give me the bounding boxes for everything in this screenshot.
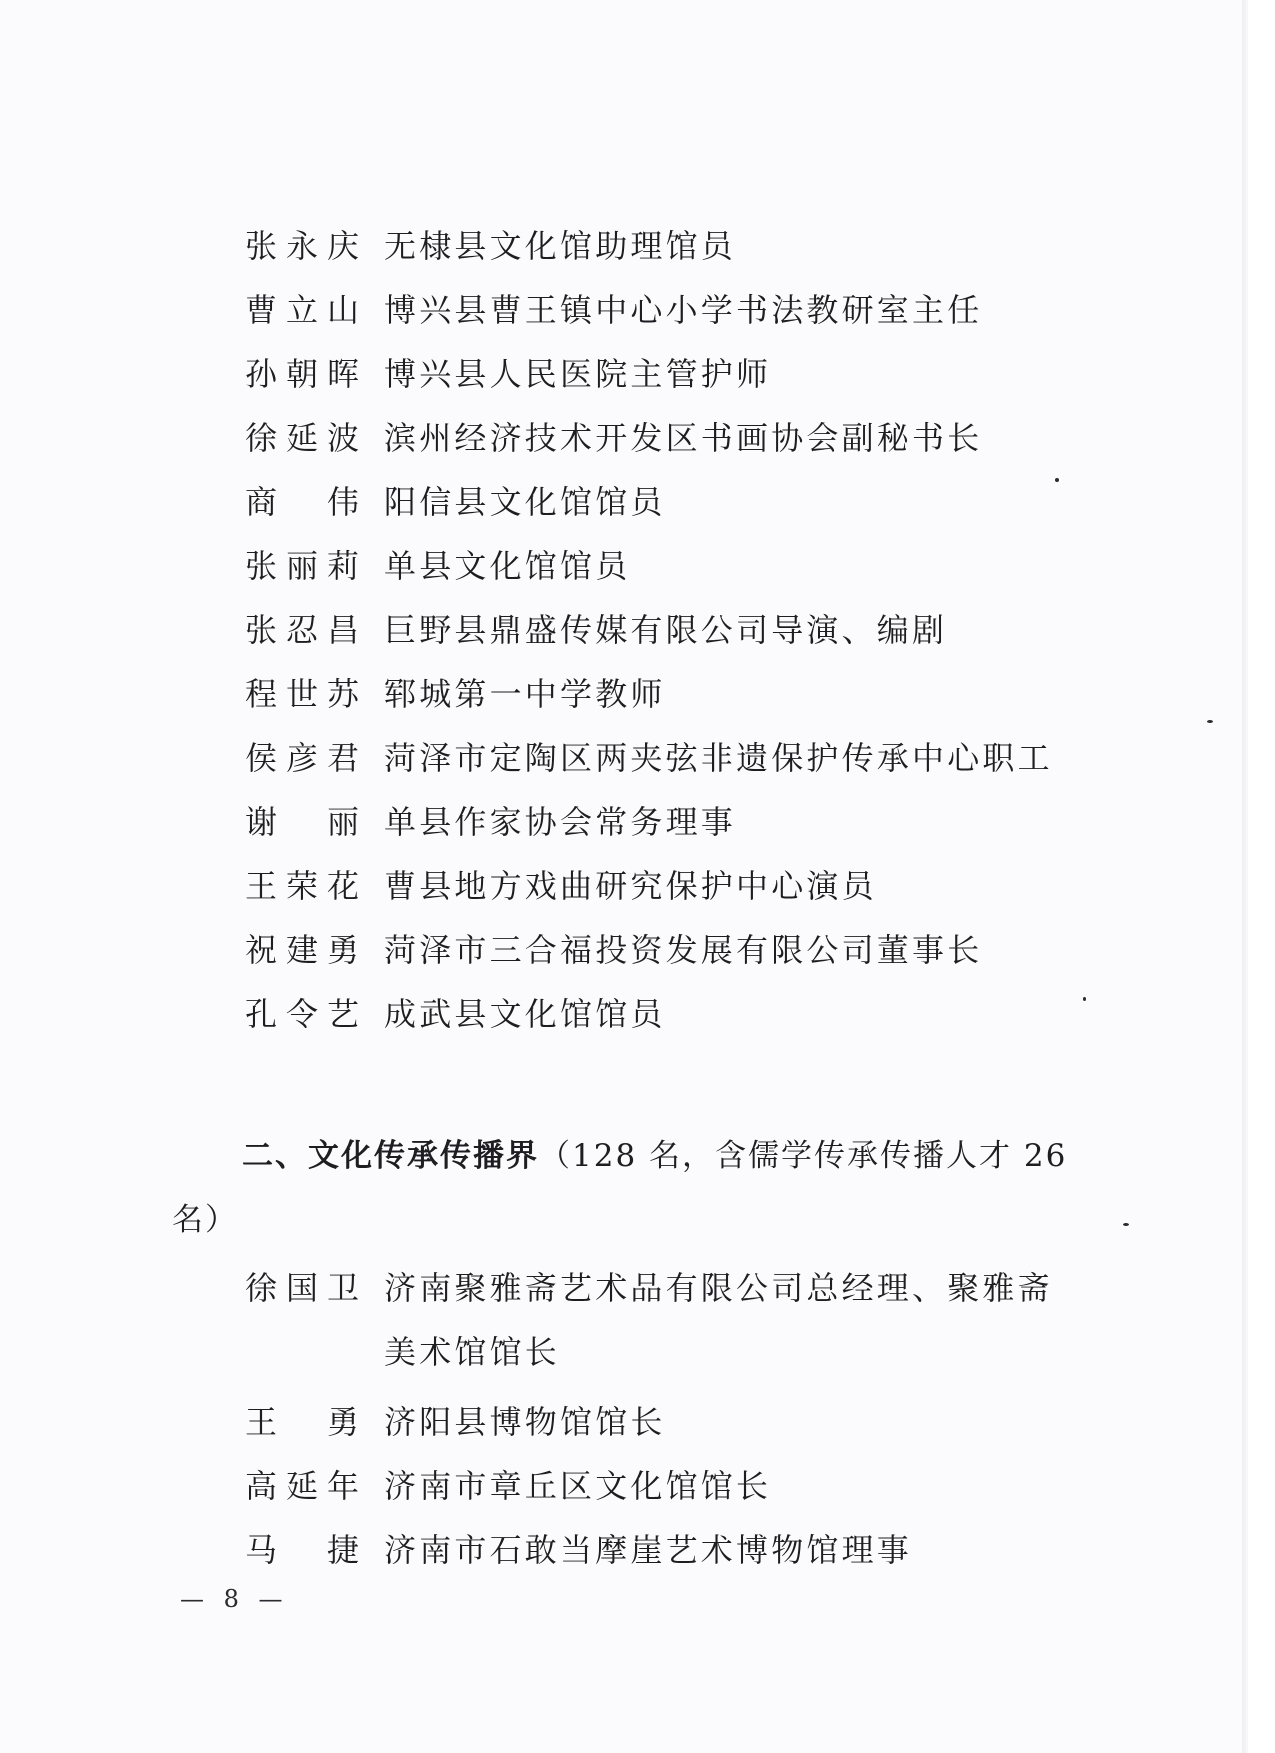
entry-name: 王荣花 [245,867,361,905]
entry-title: 成武县文化馆馆员 [384,995,666,1033]
list-item [0,666,1248,722]
list-item [0,1458,1248,1514]
entry-title: 济阳县博物馆馆长 [384,1403,666,1441]
list-item [0,410,1248,466]
entry-name: 商 伟 [245,483,361,521]
list-item [0,858,1248,914]
entry-name: 祝建勇 [245,931,361,969]
entry-title: 单县文化馆馆员 [384,547,631,585]
entry-name: 张永庆 [245,227,361,265]
entry-name: 孔令艺 [245,995,361,1033]
entry-title: 郓城第一中学教师 [384,675,666,713]
section-heading-note: （128 名，含儒学传承传播人才 26 名） [172,1138,1068,1238]
entry-name: 程世苏 [245,675,361,713]
list-item [0,1394,1248,1450]
scan-speck [1123,1223,1129,1226]
entry-title: 曹县地方戏曲研究保护中心演员 [384,867,877,905]
list-item [0,1260,1248,1388]
scan-speck [1083,997,1086,1001]
entry-name: 张忍昌 [245,611,361,649]
entry-title: 菏泽市定陶区两夹弦非遗保护传承中心职工 [384,739,1053,777]
section-heading [172,1124,1092,1252]
entry-title: 济南市章丘区文化馆馆长 [384,1467,772,1505]
list-item [0,922,1248,978]
entry-title: 济南聚雅斋艺术品有限公司总经理、聚雅斋美术馆馆长 [384,1269,1053,1371]
list-item [0,474,1248,530]
list-item [0,346,1248,402]
entry-title: 滨州经济技术开发区书画协会副秘书长 [384,419,983,457]
entry-title: 无棣县文化馆助理馆员 [384,227,737,265]
entry-title: 菏泽市三合福投资发展有限公司董事长 [384,931,983,969]
entry-name: 王 勇 [245,1403,361,1441]
entry-title: 济南市石敢当摩崖艺术博物馆理事 [384,1531,913,1569]
entry-title: 巨野县鼎盛传媒有限公司导演、编剧 [384,611,948,649]
entry-name: 徐国卫 [245,1269,361,1307]
scan-margin [1248,0,1275,1753]
entry-name: 孙朝晖 [245,355,361,393]
list-item [0,538,1248,594]
scan-speck [1207,720,1213,723]
entry-name: 徐延波 [245,419,361,457]
list-item [0,794,1248,850]
entry-name: 谢 丽 [245,803,361,841]
entry-name: 张丽莉 [245,547,361,585]
entry-name: 曹立山 [245,291,361,329]
entry-title: 博兴县人民医院主管护师 [384,355,772,393]
entry-title: 博兴县曹王镇中心小学书法教研室主任 [384,291,983,329]
list-item [0,986,1248,1042]
entry-title: 单县作家协会常务理事 [384,803,737,841]
list-item [0,730,1248,786]
list-item [0,1522,1248,1578]
list-item [0,218,1248,274]
entry-name: 高延年 [245,1467,361,1505]
entry-title: 阳信县文化馆馆员 [384,483,666,521]
entry-name: 侯彦君 [245,739,361,777]
entry-name: 马 捷 [245,1531,361,1569]
page-number: — 8 — [180,1585,289,1613]
section-heading-title: 二、文化传承传播界 [242,1138,539,1174]
list-item [0,602,1248,658]
scan-speck [1055,478,1059,482]
list-item [0,282,1248,338]
